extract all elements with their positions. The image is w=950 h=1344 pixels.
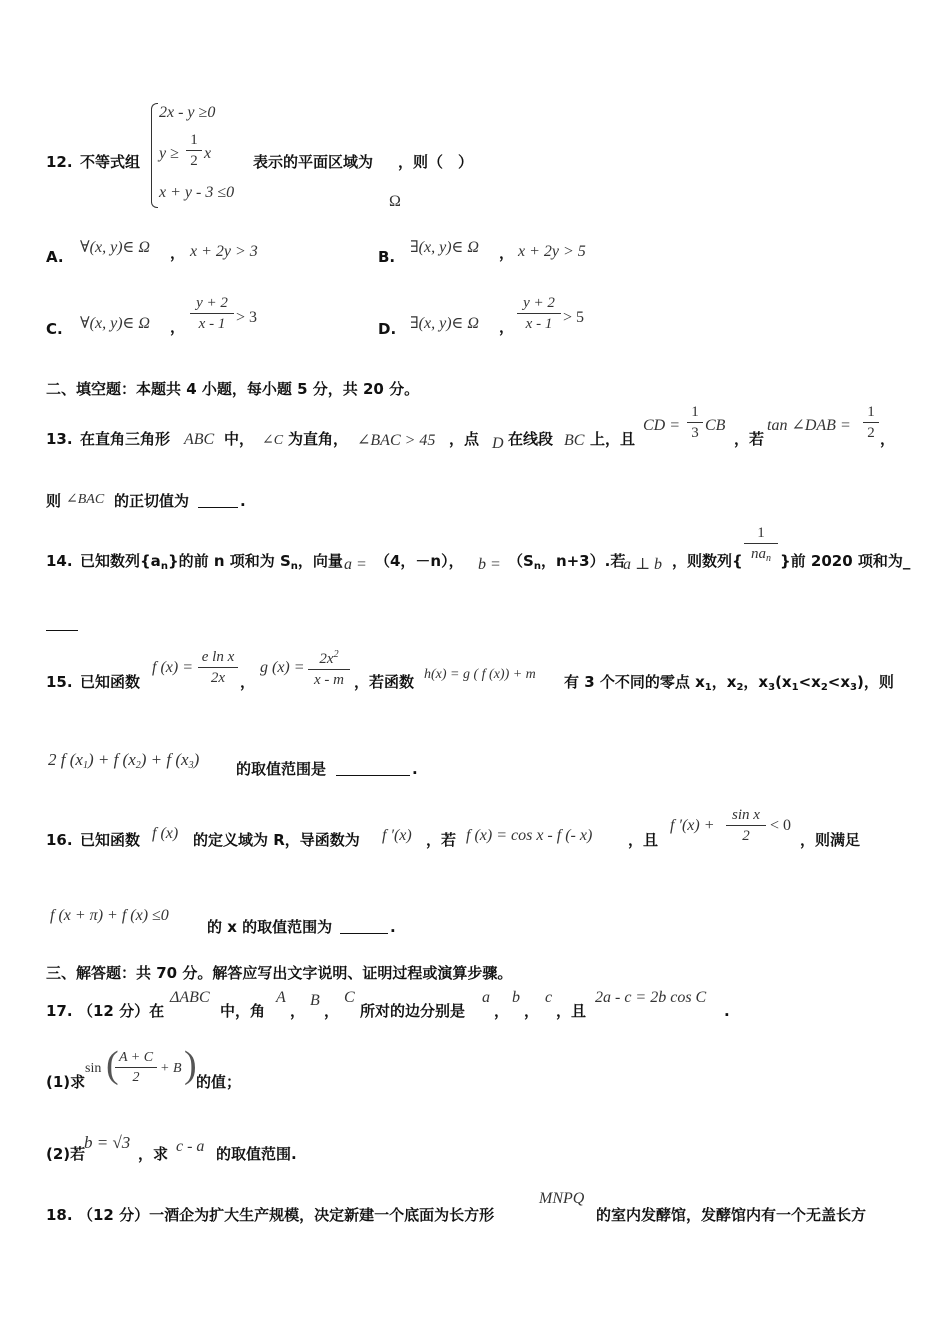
q17-mb: b <box>512 989 520 1006</box>
q14-t2-sub: n <box>290 561 298 572</box>
q13-line2-m1: ∠BAC <box>66 492 105 507</box>
q13-answer-blank[interactable] <box>198 507 238 508</box>
q15-number: 15. <box>46 673 73 691</box>
q12-option-a-label[interactable]: A. <box>46 248 64 266</box>
q16-t4: ，且 <box>628 831 659 849</box>
q13-m7-pre: tan ∠DAB = <box>767 417 851 434</box>
q14-t6: ，n+3）.若 <box>540 552 626 570</box>
q12-option-d-label[interactable]: D. <box>378 320 397 338</box>
q15-t3b: ，x <box>711 673 737 691</box>
q18-t1: （12 分）一酒企为扩大生产规模，决定新建一个底面为长方形 <box>78 1206 495 1224</box>
q12-option-b-label[interactable]: B. <box>378 248 396 266</box>
q12-option-d-den: x - 1 <box>525 316 553 332</box>
q15-t3g: )，则 <box>857 673 894 691</box>
q13-m6-num: 1 <box>687 405 703 423</box>
q15-zeros-text <box>564 675 894 693</box>
q15-line2-m3: ) + f (x <box>140 750 189 769</box>
q13-t6: 上，且 <box>590 430 636 448</box>
q15-line2-s2: 2 <box>135 760 141 771</box>
q14-frac-den: na <box>751 546 766 562</box>
q15-line2-m: 2 f (x <box>48 750 83 769</box>
q12-option-b-comma: ， <box>499 244 515 262</box>
q17-number: 17. <box>46 1002 73 1020</box>
q15-f-num: e ln x <box>198 650 238 668</box>
q13-m7-den: 2 <box>867 425 875 441</box>
q13-m6-fraction <box>687 405 703 441</box>
q12-number: 12. <box>46 153 73 171</box>
q14-t5: （S <box>508 552 534 570</box>
q14-t4: （4，－n）， <box>375 552 464 570</box>
q13-line2-t1: 则 <box>46 492 62 510</box>
q15-t3c: ，x <box>743 673 769 691</box>
q12-option-d-post: > 5 <box>563 309 585 326</box>
q16-line2-m: f (x + π) + f (x) ≤0 <box>50 907 169 924</box>
q16-m2: f ′(x) <box>382 827 412 844</box>
q15-t3e: <x <box>798 673 821 691</box>
q12-option-b-math1: ∃(x, y)∈ Ω <box>410 239 479 256</box>
q16-t3: ，若 <box>426 831 457 849</box>
q14-m2: b = <box>478 556 501 573</box>
q12-ineq1: 2x - y ≥0 <box>159 104 216 121</box>
q15-t3: 有 3 个不同的零点 x <box>564 673 705 691</box>
q15-g-fraction <box>308 650 350 688</box>
q13-m3: ∠BAC > 45 <box>357 432 436 449</box>
section2-heading: 二、填空题：本题共 4 小题，每小题 5 分，共 20 分。 <box>46 380 420 398</box>
q15-comma: ， <box>240 673 256 691</box>
q15-f-fraction <box>198 650 238 686</box>
q13-t8: ， <box>880 430 896 448</box>
q17-mA: A <box>276 989 286 1006</box>
q16-m3: f (x) = cos x - f (- x) <box>466 827 593 844</box>
q13-line2-t3: . <box>240 492 246 510</box>
q17-p1-num: A + C <box>115 1051 157 1068</box>
q13-m6-den: 3 <box>691 425 699 441</box>
q14-frac-num: 1 <box>744 526 778 544</box>
q12-option-d-math1: ∃(x, y)∈ Ω <box>410 315 479 332</box>
q14-m1: a = <box>344 556 367 573</box>
q13-m5: BC <box>564 432 585 449</box>
q12-option-c-num: y + 2 <box>190 296 234 314</box>
q14-t3: ，向量 <box>297 552 343 570</box>
q17-p1-post: + B <box>160 1061 182 1076</box>
q16-line2-end: . <box>390 918 396 936</box>
q13-t3: 为直角， <box>288 430 349 448</box>
q15-line2-m4: ) <box>193 750 200 769</box>
q12-ineq2-num: 1 <box>186 133 202 151</box>
q14-seq-def <box>80 554 343 572</box>
q12-option-c-den: x - 1 <box>198 316 226 332</box>
q15-t3f: <x <box>827 673 851 691</box>
q16-m4-num: sin x <box>726 808 766 826</box>
q12-ineq3: x + y - 3 ≤0 <box>159 184 235 201</box>
q17-p1-den: 2 <box>132 1070 140 1085</box>
q12-ineq2-pre: y ≥ <box>159 145 179 162</box>
q17-t4: ，且 <box>556 1002 587 1020</box>
q17-p1-label: (1)求 <box>46 1073 86 1091</box>
q15-g-den: x - m <box>314 672 344 688</box>
q12-option-c-comma: ， <box>170 318 186 336</box>
q15-line2-end: . <box>412 760 418 778</box>
q17-c4: ， <box>524 1002 540 1020</box>
q16-m4-post: < 0 <box>770 817 792 834</box>
q14-t1: 已知数列{a <box>80 552 161 570</box>
q12-option-b-math2: x + 2y > 5 <box>518 243 586 260</box>
q17-p2-t2: 的取值范围. <box>216 1145 297 1163</box>
q12-option-c-math1: ∀(x, y)∈ Ω <box>80 315 150 332</box>
q16-m4-pre: f ′(x) + <box>670 817 715 834</box>
q15-line2-t: 的取值范围是 <box>236 760 327 778</box>
q15-g-num-sup: 2 <box>333 649 339 660</box>
q17-t5: . <box>724 1002 730 1020</box>
q15-t3-s1: 1 <box>704 682 712 693</box>
q15-line2-s1: 1 <box>82 760 88 771</box>
q15-g-num: 2x <box>319 651 334 667</box>
q13-line2-t2: 的正切值为 <box>114 492 190 510</box>
q12-option-c-post: > 3 <box>236 309 258 326</box>
q14-frac-den-sub: n <box>766 553 771 564</box>
q15-t3-s2: 2 <box>736 682 744 693</box>
q17-m2: 2a - c = 2b cos C <box>595 989 707 1006</box>
q15-t3-s4: 1 <box>791 682 799 693</box>
q14-t1-sub: n <box>160 561 168 572</box>
q16-answer-blank[interactable] <box>340 933 388 934</box>
q17-c2: ， <box>324 1002 340 1020</box>
section3-heading: 三、解答题：共 70 分。解答应写出文字说明、证明过程或演算步骤。 <box>46 964 513 982</box>
q16-number: 16. <box>46 831 73 849</box>
q13-m2: ∠C <box>262 433 284 448</box>
q15-f-den: 2x <box>210 670 226 686</box>
q13-m4: D <box>492 435 504 452</box>
q15-h: h(x) = g ( f (x)) + m <box>424 667 536 682</box>
q14-t5-sub: n <box>533 561 541 572</box>
q18-t2: 的室内发酵馆，发酵馆内有一个无盖长方 <box>596 1206 867 1224</box>
q14-m3: a ⊥ b <box>623 556 663 573</box>
q17-ma: a <box>482 989 490 1006</box>
q17-t3: 所对的边分别是 <box>360 1002 466 1020</box>
q13-m7-fraction <box>863 405 879 441</box>
q15-line2-expression <box>48 751 199 771</box>
q17-c1: ， <box>290 1002 306 1020</box>
q13-number: 13. <box>46 430 73 448</box>
q17-p2-label: (2)若 <box>46 1145 86 1163</box>
q15-g-pre: g (x) = <box>260 659 305 676</box>
q17-p1-sin: sin <box>85 1061 102 1076</box>
q14-t8: }前 2020 项和为_ <box>780 552 911 570</box>
q15-t3d: (x <box>775 673 792 691</box>
q15-t3-s3: 3 <box>768 682 776 693</box>
q12-option-d-fraction <box>517 296 561 332</box>
q12-option-d-comma: ， <box>499 318 515 336</box>
q13-t1: 在直角三角形 <box>80 430 171 448</box>
q16-m4-den: 2 <box>742 828 750 844</box>
q14-vector-b <box>508 554 625 572</box>
q17-t2: 中，角 <box>220 1002 266 1020</box>
q17-c3: ， <box>494 1002 510 1020</box>
q16-t5: ，则满足 <box>800 831 861 849</box>
q16-t2: 的定义域为 R，导函数为 <box>193 831 360 849</box>
q12-tail: 表示的平面区域为 <box>253 153 374 171</box>
q14-answer-blank[interactable] <box>46 630 78 631</box>
q12-ineq2-fraction <box>186 133 202 169</box>
q16-m1: f (x) <box>152 825 179 842</box>
q15-t1: 已知函数 <box>80 673 141 691</box>
q18-number: 18. <box>46 1206 73 1224</box>
q12-tail2: ，则（ ） <box>398 153 474 171</box>
q18-m1: MNPQ <box>539 1190 585 1207</box>
q16-m4-fraction <box>726 808 766 844</box>
q13-t4: ，点 <box>449 430 480 448</box>
q17-p2-t1: ，求 <box>138 1145 169 1163</box>
q13-t2: 中， <box>224 430 255 448</box>
q17-t1: （12 分）在 <box>78 1002 165 1020</box>
q12-ineq2-den: 2 <box>190 153 198 169</box>
q15-t3-s6: 3 <box>850 682 857 693</box>
q15-f-pre: f (x) = <box>152 659 193 676</box>
q15-answer-blank[interactable] <box>336 775 410 776</box>
q17-mB: B <box>310 992 320 1009</box>
q13-m6-post: CB <box>705 417 726 434</box>
q17-m1: ΔABC <box>170 989 210 1006</box>
q15-t2: ，若函数 <box>354 673 415 691</box>
q12-option-a-math2: x + 2y > 3 <box>190 243 258 260</box>
q12-option-a-comma: ， <box>170 244 186 262</box>
q15-line2-m2: ) + f (x <box>87 750 136 769</box>
q12-lead: 不等式组 <box>80 153 141 171</box>
q12-ineq2-post: x <box>204 145 212 162</box>
q12-option-d-num: y + 2 <box>517 296 561 314</box>
q14-t2: }的前 n 项和为 S <box>167 552 291 570</box>
q14-t7: ，则数列{ <box>672 552 743 570</box>
q17-mc: c <box>545 989 553 1006</box>
q16-line2-t: 的 x 的取值范围为 <box>207 918 333 936</box>
q12-option-c-label[interactable]: C. <box>46 320 63 338</box>
q17-p2-m1: b = √3 <box>84 1133 131 1152</box>
q13-t7: ，若 <box>734 430 765 448</box>
q15-line2-s3: 3 <box>188 760 194 771</box>
q15-t3-s5: 2 <box>820 682 828 693</box>
q13-m1: ABC <box>184 431 215 448</box>
q13-m7-num: 1 <box>863 405 879 423</box>
q17-p1-paren-right: ) <box>184 1044 197 1086</box>
q14-fraction <box>744 526 778 564</box>
q17-p2-m2: c - a <box>176 1138 205 1155</box>
q17-p1-fraction <box>115 1051 157 1085</box>
q12-system-brace <box>151 103 158 208</box>
q13-t5: 在线段 <box>508 430 554 448</box>
q12-omega: Ω <box>389 193 401 210</box>
q12-option-c-fraction <box>190 296 234 332</box>
q14-number: 14. <box>46 552 73 570</box>
q17-mC: C <box>344 989 355 1006</box>
q17-p1-paren-left: ( <box>106 1044 119 1086</box>
q16-t1: 已知函数 <box>80 831 141 849</box>
q13-m6-pre: CD = <box>643 417 681 434</box>
q17-p1-t: 的值； <box>196 1073 242 1091</box>
q12-option-a-math1: ∀(x, y)∈ Ω <box>80 239 150 256</box>
